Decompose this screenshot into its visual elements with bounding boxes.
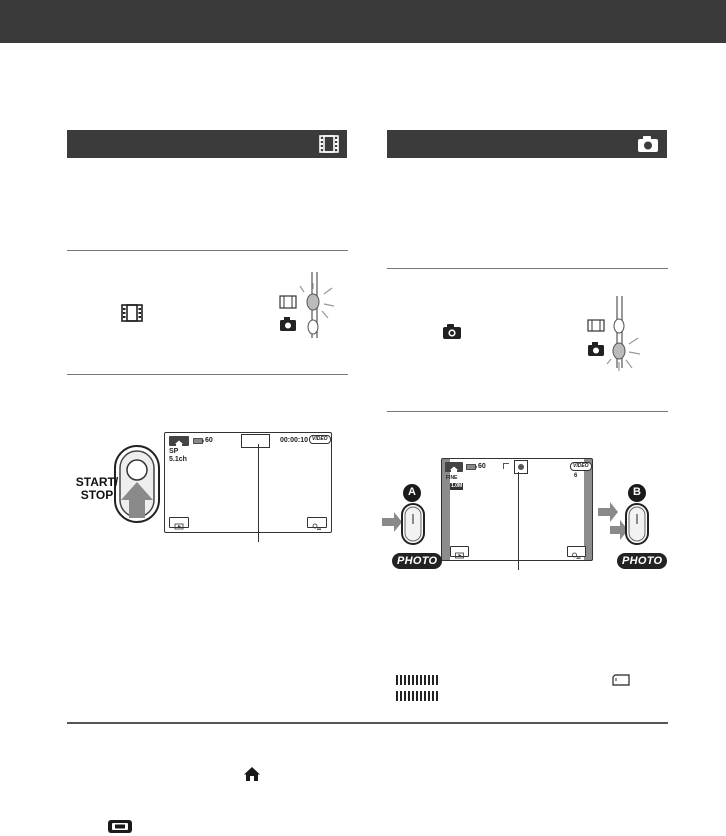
- option-button[interactable]: [567, 546, 586, 557]
- format-badge: VIDEO: [309, 435, 331, 444]
- divider: [67, 250, 348, 251]
- photo-lcd-inner: [450, 459, 584, 560]
- callout-line: [518, 472, 519, 570]
- photo-lcd-screen: [441, 458, 593, 561]
- photo-section-header: [387, 130, 667, 158]
- step-a-label: A: [408, 486, 416, 498]
- timecode: 00:00:10: [280, 437, 309, 444]
- quality-text: FINE: [446, 475, 458, 481]
- photo-badge: PHOTO: [392, 553, 442, 569]
- movie-section-header: [67, 130, 347, 158]
- divider: [387, 268, 668, 269]
- play-button[interactable]: [169, 517, 189, 528]
- step-b-label: B: [633, 486, 641, 498]
- divider: [387, 411, 668, 412]
- audio-text: 5.1ch: [169, 456, 187, 463]
- film-icon: [121, 304, 143, 322]
- memory-card-icon: [612, 674, 630, 686]
- film-icon: [319, 135, 339, 153]
- mode-lamp-illustration: [276, 268, 356, 344]
- home-icon: [445, 462, 463, 472]
- count-text: 6: [574, 473, 578, 479]
- size-text: 1.0M: [451, 483, 463, 489]
- home-icon: [243, 766, 261, 782]
- option-button[interactable]: [307, 517, 327, 528]
- focus-dot: [518, 464, 524, 470]
- battery-text: 60: [478, 463, 486, 470]
- start-stop-label: START/ STOP: [75, 475, 119, 502]
- camcorder-icon: [107, 818, 133, 834]
- battery-icon: [193, 438, 204, 444]
- section-divider: [67, 722, 668, 724]
- format-badge: VIDEO: [570, 462, 592, 471]
- battery-icon: [466, 464, 477, 470]
- play-button[interactable]: [450, 546, 469, 557]
- focus-box: [514, 460, 528, 474]
- page-header-bar: [0, 0, 726, 43]
- status-box: [241, 434, 270, 448]
- camera-icon: [637, 135, 659, 153]
- photo-badge: PHOTO: [617, 553, 667, 569]
- corner-mark: [503, 463, 509, 469]
- progress-bars-icon: [396, 691, 438, 701]
- battery-text: 60: [205, 437, 213, 444]
- start-stop-button-illustration: [113, 444, 161, 524]
- progress-bars-icon: [396, 675, 438, 685]
- callout-line: [258, 444, 259, 542]
- quality-text: SP: [169, 448, 179, 455]
- movie-lcd-screen: [164, 432, 332, 533]
- divider: [67, 374, 348, 375]
- camera-icon: [442, 323, 462, 340]
- mode-lamp-illustration: [584, 292, 664, 374]
- photo-button-full-press: [596, 482, 654, 556]
- home-icon: [169, 436, 189, 446]
